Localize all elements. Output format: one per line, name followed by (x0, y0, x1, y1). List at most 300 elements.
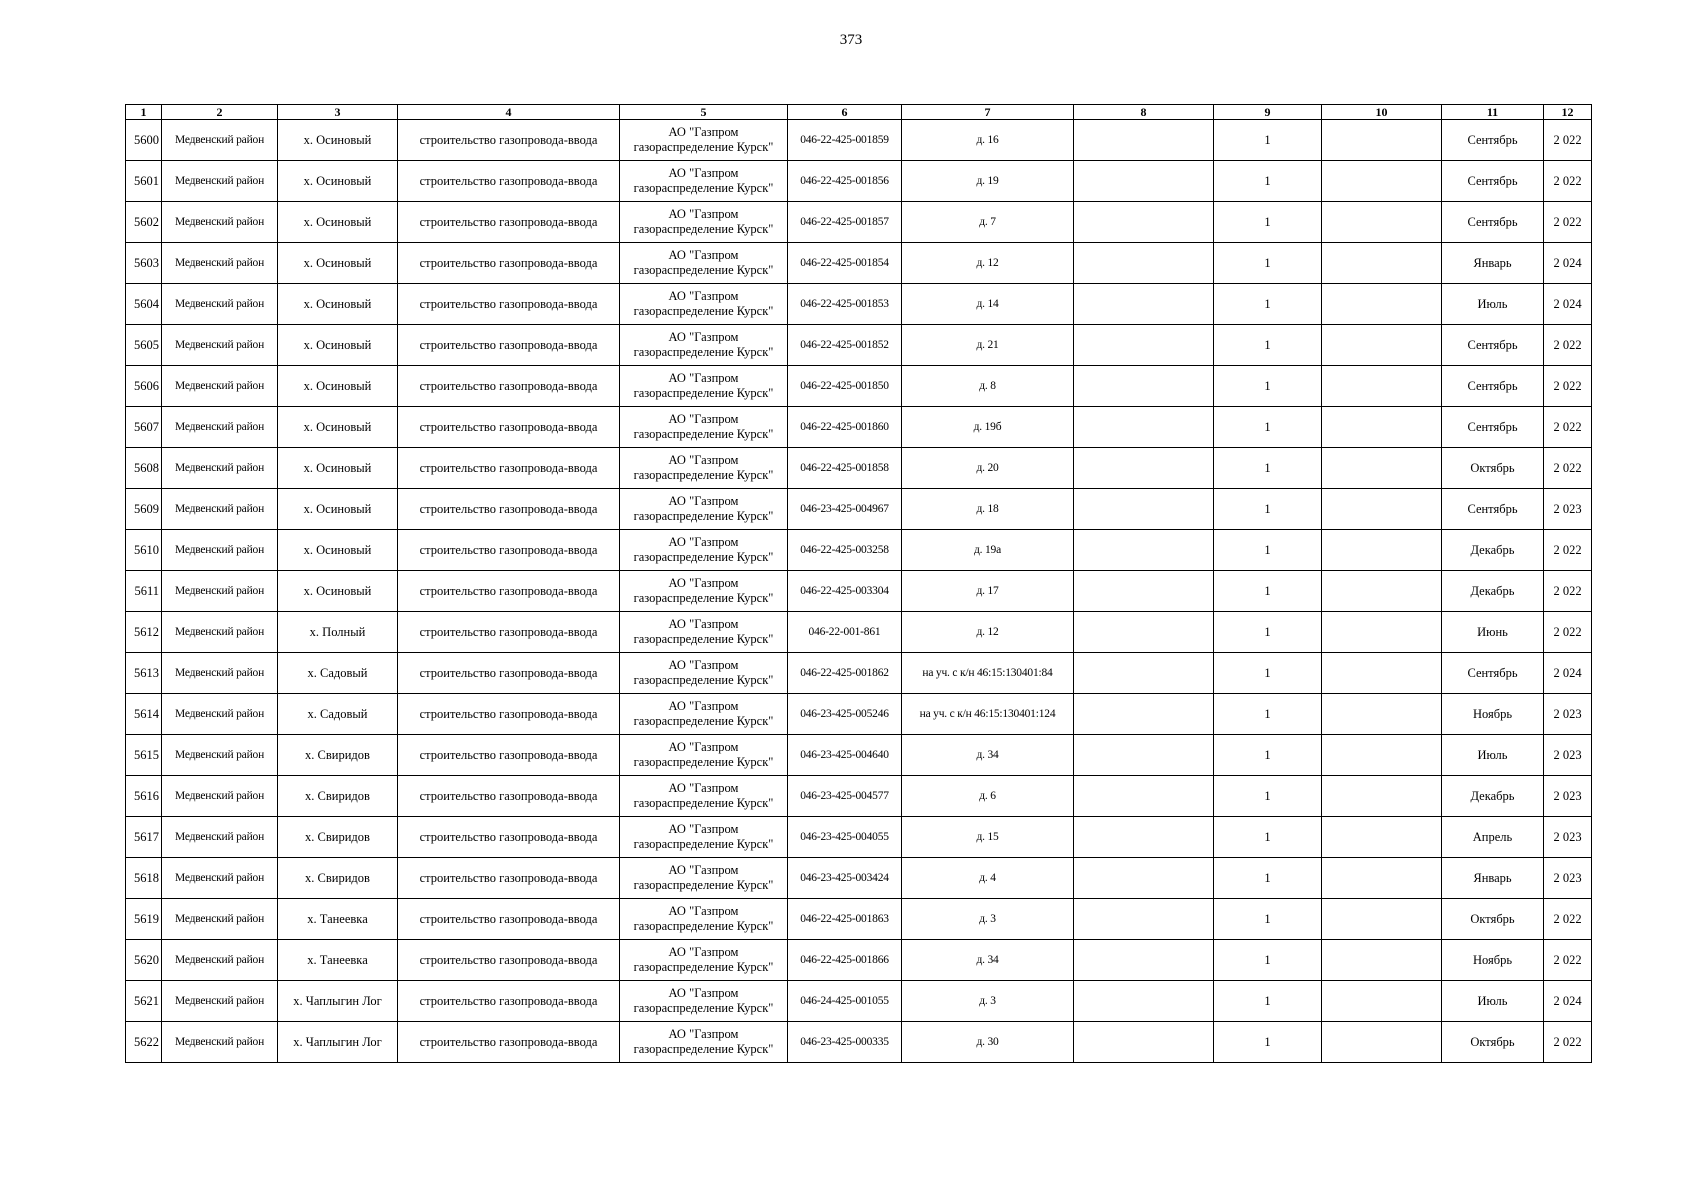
district-cell: Медвенский район (162, 120, 278, 161)
work-type-cell: строительство газопровода-ввода (398, 448, 620, 489)
column-header: 4 (398, 105, 620, 120)
quantity-cell: 1 (1214, 776, 1322, 817)
column-10-cell (1322, 284, 1442, 325)
organization-name-line-2: газораспределение Курск" (633, 591, 774, 605)
column-10-cell (1322, 120, 1442, 161)
work-type-cell: строительство газопровода-ввода (398, 202, 620, 243)
month-cell: Июнь (1442, 612, 1544, 653)
address-cell: д. 4 (902, 858, 1074, 899)
application-code-cell: 046-22-425-001859 (788, 120, 902, 161)
organization-name-line-2: газораспределение Курск" (633, 345, 774, 359)
column-header: 3 (278, 105, 398, 120)
organization-cell (620, 776, 788, 817)
table-row (126, 817, 1592, 858)
organization-cell (620, 694, 788, 735)
organization-name-line-2: газораспределение Курск" (633, 427, 774, 441)
work-type-cell: строительство газопровода-ввода (398, 899, 620, 940)
year-cell: 2 022 (1544, 161, 1592, 202)
column-header: 1 (126, 105, 162, 120)
quantity-cell: 1 (1214, 735, 1322, 776)
table-row (126, 202, 1592, 243)
column-header: 11 (1442, 105, 1544, 120)
quantity-cell: 1 (1214, 858, 1322, 899)
column-10-cell (1322, 366, 1442, 407)
district-cell: Медвенский район (162, 940, 278, 981)
year-cell: 2 022 (1544, 1022, 1592, 1063)
locality-cell: х. Осиновый (278, 243, 398, 284)
work-type-cell: строительство газопровода-ввода (398, 489, 620, 530)
organization-name-line-1: АО "Газпром (668, 125, 739, 139)
year-cell: 2 023 (1544, 817, 1592, 858)
table-row (126, 694, 1592, 735)
year-cell: 2 023 (1544, 858, 1592, 899)
month-cell: Январь (1442, 858, 1544, 899)
work-type-cell: строительство газопровода-ввода (398, 653, 620, 694)
address-cell: д. 6 (902, 776, 1074, 817)
locality-cell: х. Чаплыгин Лог (278, 1022, 398, 1063)
column-10-cell (1322, 899, 1442, 940)
quantity-cell: 1 (1214, 161, 1322, 202)
address-cell: д. 3 (902, 899, 1074, 940)
application-code-cell: 046-22-425-001853 (788, 284, 902, 325)
row-number-cell: 5610 (126, 530, 162, 571)
quantity-cell: 1 (1214, 202, 1322, 243)
locality-cell: х. Осиновый (278, 366, 398, 407)
address-cell: д. 14 (902, 284, 1074, 325)
organization-name-line-1: АО "Газпром (668, 781, 739, 795)
organization-name-line-2: газораспределение Курск" (633, 632, 774, 646)
column-8-cell (1074, 735, 1214, 776)
year-cell: 2 022 (1544, 202, 1592, 243)
organization-name-line-2: газораспределение Курск" (633, 1001, 774, 1015)
month-cell: Сентябрь (1442, 325, 1544, 366)
table-row (126, 489, 1592, 530)
application-code-cell: 046-23-425-004577 (788, 776, 902, 817)
work-type-cell: строительство газопровода-ввода (398, 284, 620, 325)
work-type-cell: строительство газопровода-ввода (398, 325, 620, 366)
month-cell: Сентябрь (1442, 489, 1544, 530)
column-10-cell (1322, 407, 1442, 448)
organization-name-line-1: АО "Газпром (668, 330, 739, 344)
organization-name-line-1: АО "Газпром (668, 658, 739, 672)
row-number-cell: 5618 (126, 858, 162, 899)
application-code-cell: 046-22-425-001862 (788, 653, 902, 694)
district-cell: Медвенский район (162, 1022, 278, 1063)
month-cell: Июль (1442, 284, 1544, 325)
column-8-cell (1074, 489, 1214, 530)
month-cell: Сентябрь (1442, 202, 1544, 243)
organization-cell (620, 325, 788, 366)
locality-cell: х. Осиновый (278, 161, 398, 202)
locality-cell: х. Садовый (278, 653, 398, 694)
column-10-cell (1322, 981, 1442, 1022)
application-code-cell: 046-22-425-001860 (788, 407, 902, 448)
organization-name-line-2: газораспределение Курск" (633, 837, 774, 851)
organization-name-line-1: АО "Газпром (668, 207, 739, 221)
row-number-cell: 5613 (126, 653, 162, 694)
application-code-cell: 046-22-425-001863 (788, 899, 902, 940)
column-8-cell (1074, 448, 1214, 489)
month-cell: Октябрь (1442, 899, 1544, 940)
row-number-cell: 5620 (126, 940, 162, 981)
organization-cell (620, 448, 788, 489)
organization-name-line-2: газораспределение Курск" (633, 304, 774, 318)
organization-cell (620, 735, 788, 776)
organization-name-line-2: газораспределение Курск" (633, 468, 774, 482)
gas-connection-table (125, 104, 1592, 1063)
application-code-cell: 046-23-425-004967 (788, 489, 902, 530)
year-cell: 2 024 (1544, 981, 1592, 1022)
row-number-cell: 5609 (126, 489, 162, 530)
column-10-cell (1322, 653, 1442, 694)
table-row (126, 325, 1592, 366)
organization-name-line-1: АО "Газпром (668, 699, 739, 713)
quantity-cell: 1 (1214, 366, 1322, 407)
address-cell: д. 3 (902, 981, 1074, 1022)
district-cell: Медвенский район (162, 202, 278, 243)
application-code-cell: 046-22-425-001850 (788, 366, 902, 407)
organization-name-line-1: АО "Газпром (668, 986, 739, 1000)
application-code-cell: 046-22-425-003258 (788, 530, 902, 571)
quantity-cell: 1 (1214, 243, 1322, 284)
table-row (126, 653, 1592, 694)
district-cell: Медвенский район (162, 694, 278, 735)
work-type-cell: строительство газопровода-ввода (398, 1022, 620, 1063)
month-cell: Ноябрь (1442, 694, 1544, 735)
month-cell: Сентябрь (1442, 120, 1544, 161)
table-row (126, 243, 1592, 284)
organization-name-line-1: АО "Газпром (668, 494, 739, 508)
application-code-cell: 046-22-425-001856 (788, 161, 902, 202)
district-cell: Медвенский район (162, 284, 278, 325)
column-header: 12 (1544, 105, 1592, 120)
month-cell: Сентябрь (1442, 653, 1544, 694)
application-code-cell: 046-22-425-001852 (788, 325, 902, 366)
column-10-cell (1322, 1022, 1442, 1063)
address-cell: д. 8 (902, 366, 1074, 407)
organization-name-line-1: АО "Газпром (668, 453, 739, 467)
organization-name-line-2: газораспределение Курск" (633, 222, 774, 236)
year-cell: 2 023 (1544, 735, 1592, 776)
application-code-cell: 046-22-425-001857 (788, 202, 902, 243)
organization-cell (620, 899, 788, 940)
organization-name-line-2: газораспределение Курск" (633, 140, 774, 154)
organization-name-line-1: АО "Газпром (668, 904, 739, 918)
work-type-cell: строительство газопровода-ввода (398, 940, 620, 981)
address-cell: д. 12 (902, 612, 1074, 653)
column-8-cell (1074, 243, 1214, 284)
application-code-cell: 046-22-425-001866 (788, 940, 902, 981)
application-code-cell: 046-23-425-004640 (788, 735, 902, 776)
month-cell: Январь (1442, 243, 1544, 284)
year-cell: 2 022 (1544, 899, 1592, 940)
application-code-cell: 046-24-425-001055 (788, 981, 902, 1022)
work-type-cell: строительство газопровода-ввода (398, 776, 620, 817)
row-number-cell: 5600 (126, 120, 162, 161)
locality-cell: х. Свиридов (278, 776, 398, 817)
locality-cell: х. Свиридов (278, 735, 398, 776)
quantity-cell: 1 (1214, 940, 1322, 981)
column-8-cell (1074, 612, 1214, 653)
column-number-row (126, 105, 1592, 120)
district-cell: Медвенский район (162, 653, 278, 694)
organization-name-line-2: газораспределение Курск" (633, 919, 774, 933)
locality-cell: х. Танеевка (278, 940, 398, 981)
organization-cell (620, 161, 788, 202)
row-number-cell: 5604 (126, 284, 162, 325)
row-number-cell: 5622 (126, 1022, 162, 1063)
table-row (126, 735, 1592, 776)
year-cell: 2 022 (1544, 325, 1592, 366)
quantity-cell: 1 (1214, 612, 1322, 653)
column-8-cell (1074, 407, 1214, 448)
organization-name-line-1: АО "Газпром (668, 1027, 739, 1041)
year-cell: 2 022 (1544, 120, 1592, 161)
organization-name-line-2: газораспределение Курск" (633, 673, 774, 687)
organization-cell (620, 120, 788, 161)
locality-cell: х. Осиновый (278, 571, 398, 612)
column-10-cell (1322, 489, 1442, 530)
column-10-cell (1322, 325, 1442, 366)
organization-name-line-1: АО "Газпром (668, 576, 739, 590)
work-type-cell: строительство газопровода-ввода (398, 735, 620, 776)
year-cell: 2 023 (1544, 489, 1592, 530)
column-header: 2 (162, 105, 278, 120)
locality-cell: х. Осиновый (278, 325, 398, 366)
table-body (126, 120, 1592, 1063)
district-cell: Медвенский район (162, 735, 278, 776)
organization-name-line-2: газораспределение Курск" (633, 386, 774, 400)
table-row (126, 120, 1592, 161)
table-row (126, 448, 1592, 489)
organization-name-line-1: АО "Газпром (668, 945, 739, 959)
column-10-cell (1322, 530, 1442, 571)
organization-name-line-1: АО "Газпром (668, 412, 739, 426)
work-type-cell: строительство газопровода-ввода (398, 571, 620, 612)
table-row (126, 571, 1592, 612)
quantity-cell: 1 (1214, 489, 1322, 530)
organization-name-line-2: газораспределение Курск" (633, 263, 774, 277)
locality-cell: х. Осиновый (278, 530, 398, 571)
organization-name-line-2: газораспределение Курск" (633, 755, 774, 769)
column-header: 10 (1322, 105, 1442, 120)
organization-name-line-1: АО "Газпром (668, 740, 739, 754)
year-cell: 2 022 (1544, 571, 1592, 612)
year-cell: 2 023 (1544, 776, 1592, 817)
district-cell: Медвенский район (162, 571, 278, 612)
organization-cell (620, 858, 788, 899)
address-cell: на уч. с к/н 46:15:130401:124 (902, 694, 1074, 735)
year-cell: 2 024 (1544, 243, 1592, 284)
address-cell: д. 34 (902, 940, 1074, 981)
month-cell: Июль (1442, 735, 1544, 776)
row-number-cell: 5602 (126, 202, 162, 243)
column-header: 8 (1074, 105, 1214, 120)
district-cell: Медвенский район (162, 325, 278, 366)
year-cell: 2 024 (1544, 284, 1592, 325)
work-type-cell: строительство газопровода-ввода (398, 981, 620, 1022)
organization-cell (620, 530, 788, 571)
work-type-cell: строительство газопровода-ввода (398, 694, 620, 735)
district-cell: Медвенский район (162, 161, 278, 202)
column-10-cell (1322, 694, 1442, 735)
application-code-cell: 046-23-425-005246 (788, 694, 902, 735)
work-type-cell: строительство газопровода-ввода (398, 817, 620, 858)
column-8-cell (1074, 694, 1214, 735)
address-cell: д. 20 (902, 448, 1074, 489)
column-header: 9 (1214, 105, 1322, 120)
column-8-cell (1074, 530, 1214, 571)
column-8-cell (1074, 981, 1214, 1022)
quantity-cell: 1 (1214, 571, 1322, 612)
organization-name-line-1: АО "Газпром (668, 289, 739, 303)
column-10-cell (1322, 858, 1442, 899)
address-cell: д. 7 (902, 202, 1074, 243)
row-number-cell: 5615 (126, 735, 162, 776)
year-cell: 2 022 (1544, 448, 1592, 489)
organization-cell (620, 612, 788, 653)
table-row (126, 981, 1592, 1022)
application-code-cell: 046-23-425-000335 (788, 1022, 902, 1063)
district-cell: Медвенский район (162, 243, 278, 284)
organization-cell (620, 653, 788, 694)
month-cell: Июль (1442, 981, 1544, 1022)
column-header: 7 (902, 105, 1074, 120)
work-type-cell: строительство газопровода-ввода (398, 161, 620, 202)
month-cell: Апрель (1442, 817, 1544, 858)
district-cell: Медвенский район (162, 530, 278, 571)
quantity-cell: 1 (1214, 817, 1322, 858)
locality-cell: х. Свиридов (278, 817, 398, 858)
district-cell: Медвенский район (162, 612, 278, 653)
column-10-cell (1322, 161, 1442, 202)
column-header: 6 (788, 105, 902, 120)
work-type-cell: строительство газопровода-ввода (398, 612, 620, 653)
organization-cell (620, 571, 788, 612)
district-cell: Медвенский район (162, 407, 278, 448)
quantity-cell: 1 (1214, 899, 1322, 940)
month-cell: Октябрь (1442, 1022, 1544, 1063)
address-cell: д. 34 (902, 735, 1074, 776)
locality-cell: х. Свиридов (278, 858, 398, 899)
column-8-cell (1074, 817, 1214, 858)
organization-name-line-2: газораспределение Курск" (633, 878, 774, 892)
year-cell: 2 022 (1544, 407, 1592, 448)
quantity-cell: 1 (1214, 448, 1322, 489)
work-type-cell: строительство газопровода-ввода (398, 407, 620, 448)
locality-cell: х. Полный (278, 612, 398, 653)
year-cell: 2 022 (1544, 366, 1592, 407)
address-cell: д. 21 (902, 325, 1074, 366)
work-type-cell: строительство газопровода-ввода (398, 243, 620, 284)
application-code-cell: 046-23-425-003424 (788, 858, 902, 899)
organization-name-line-1: АО "Газпром (668, 822, 739, 836)
row-number-cell: 5612 (126, 612, 162, 653)
locality-cell: х. Танеевка (278, 899, 398, 940)
row-number-cell: 5611 (126, 571, 162, 612)
column-10-cell (1322, 940, 1442, 981)
year-cell: 2 024 (1544, 653, 1592, 694)
locality-cell: х. Осиновый (278, 284, 398, 325)
year-cell: 2 023 (1544, 694, 1592, 735)
quantity-cell: 1 (1214, 694, 1322, 735)
column-8-cell (1074, 284, 1214, 325)
column-10-cell (1322, 243, 1442, 284)
locality-cell: х. Садовый (278, 694, 398, 735)
organization-name-line-2: газораспределение Курск" (633, 1042, 774, 1056)
row-number-cell: 5601 (126, 161, 162, 202)
organization-name-line-1: АО "Газпром (668, 371, 739, 385)
column-10-cell (1322, 571, 1442, 612)
organization-name-line-2: газораспределение Курск" (633, 509, 774, 523)
address-cell: д. 30 (902, 1022, 1074, 1063)
table-row (126, 407, 1592, 448)
row-number-cell: 5619 (126, 899, 162, 940)
organization-cell (620, 1022, 788, 1063)
table-row (126, 612, 1592, 653)
column-10-cell (1322, 817, 1442, 858)
table-row (126, 366, 1592, 407)
organization-cell (620, 284, 788, 325)
organization-name-line-1: АО "Газпром (668, 248, 739, 262)
quantity-cell: 1 (1214, 120, 1322, 161)
address-cell: на уч. с к/н 46:15:130401:84 (902, 653, 1074, 694)
year-cell: 2 022 (1544, 940, 1592, 981)
locality-cell: х. Осиновый (278, 489, 398, 530)
organization-cell (620, 366, 788, 407)
district-cell: Медвенский район (162, 858, 278, 899)
column-8-cell (1074, 161, 1214, 202)
table-row (126, 284, 1592, 325)
district-cell: Медвенский район (162, 817, 278, 858)
month-cell: Сентябрь (1442, 161, 1544, 202)
locality-cell: х. Осиновый (278, 448, 398, 489)
year-cell: 2 022 (1544, 612, 1592, 653)
column-8-cell (1074, 899, 1214, 940)
address-cell: д. 18 (902, 489, 1074, 530)
application-code-cell: 046-22-001-861 (788, 612, 902, 653)
table-row (126, 530, 1592, 571)
month-cell: Декабрь (1442, 530, 1544, 571)
work-type-cell: строительство газопровода-ввода (398, 530, 620, 571)
table-row (126, 1022, 1592, 1063)
quantity-cell: 1 (1214, 284, 1322, 325)
column-8-cell (1074, 940, 1214, 981)
row-number-cell: 5607 (126, 407, 162, 448)
month-cell: Ноябрь (1442, 940, 1544, 981)
row-number-cell: 5608 (126, 448, 162, 489)
column-10-cell (1322, 202, 1442, 243)
organization-cell (620, 407, 788, 448)
column-8-cell (1074, 120, 1214, 161)
table-row (126, 899, 1592, 940)
organization-name-line-2: газораспределение Курск" (633, 960, 774, 974)
organization-name-line-2: газораспределение Курск" (633, 550, 774, 564)
column-8-cell (1074, 571, 1214, 612)
column-8-cell (1074, 1022, 1214, 1063)
page-number: 373 (839, 32, 863, 48)
month-cell: Октябрь (1442, 448, 1544, 489)
organization-name-line-1: АО "Газпром (668, 617, 739, 631)
month-cell: Декабрь (1442, 571, 1544, 612)
application-code-cell: 046-22-425-001858 (788, 448, 902, 489)
address-cell: д. 12 (902, 243, 1074, 284)
organization-name-line-1: АО "Газпром (668, 863, 739, 877)
column-8-cell (1074, 776, 1214, 817)
locality-cell: х. Осиновый (278, 120, 398, 161)
column-8-cell (1074, 366, 1214, 407)
organization-cell (620, 489, 788, 530)
